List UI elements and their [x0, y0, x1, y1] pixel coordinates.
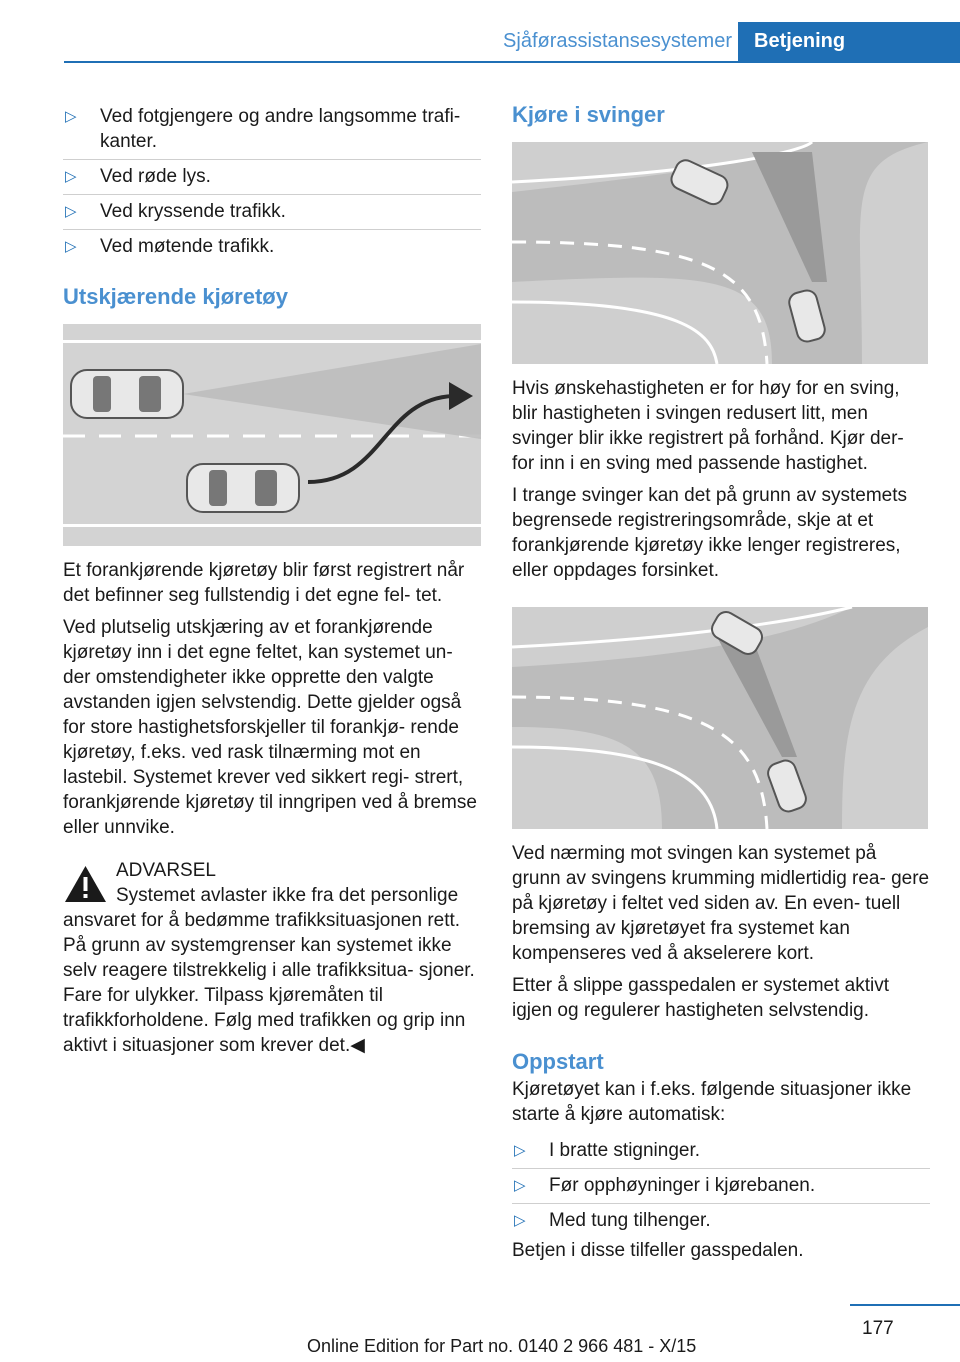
list-item: ▷ Ved røde lys.	[63, 160, 481, 195]
page-number: 177	[862, 1318, 894, 1339]
paragraph: Ved plutselig utskjæring av et forankjørende kjøretøy inn i det egne feltet, kan systemet un- der omstendigheter ikke opprette den valgte avstanden igjen selvstendig. Dette gjelder også for store hastighetsforskjeller til forankjø- rende kjøretøy, f.eks. ved rask tilnærming mot en lastebil. Systemet krever ved sikkert regi- strert, forankjørende kjøretøy til inngripen ved å bremse eller unnvike.	[63, 617, 477, 838]
curve-illustration-2	[512, 607, 928, 829]
triangle-bullet-icon: ▷	[65, 108, 77, 125]
header-chapter-tab: Betjening	[738, 22, 960, 63]
triangle-bullet-icon: ▷	[65, 238, 77, 255]
footer-rule	[850, 1304, 960, 1306]
cut-in-vehicle-illustration	[63, 324, 481, 546]
paragraph: Etter å slippe gasspedalen er systemet aktivt igjen og regulerer hastigheten selvstendig.	[512, 975, 890, 1021]
list-item: ▷ Før opphøyninger i kjørebanen.	[512, 1169, 930, 1204]
paragraph: I trange svinger kan det på grunn av systemets begrensede registreringsområde, skje at et forankjørende kjøretøy ikke lenger registreres, eller oppdages forsinket.	[512, 485, 907, 581]
list-item: ▷ Ved fotgjengere og andre langsomme trafi- kanter.	[63, 100, 481, 160]
right-column	[512, 100, 930, 1270]
list-item: ▷ Med tung tilhenger.	[514, 1210, 711, 1231]
section-heading-cut-in: Utskjærende kjøretøy	[63, 284, 288, 309]
left-column	[63, 100, 481, 1065]
paragraph: Kjøretøyet kan i f.eks. følgende situasjoner ikke starte å kjøre automatisk:	[512, 1079, 912, 1125]
edition-footer: Online Edition for Part no. 0140 2 966 481 - X/15	[307, 1336, 697, 1356]
cut-in-car-icon	[187, 464, 299, 512]
triangle-bullet-icon: ▷	[514, 1177, 526, 1194]
curve-illustration-1	[512, 142, 928, 364]
header-section-title: Sjåførassistansesystemer	[503, 30, 732, 52]
list-item: ▷ Ved møtende trafikk.	[65, 236, 275, 257]
paragraph: Hvis ønskehastigheten er for høy for en sving, blir hastigheten i svingen redusert litt, men svinger blir ikke registrert på forhånd. Kjør der- for inn i en sving med passende hastighet.	[512, 378, 904, 474]
triangle-bullet-icon: ▷	[65, 168, 77, 185]
warning-text: Systemet avlaster ikke fra det personlige ansvaret for å bedømme trafikksituasjonen rett. På grunn av systemgrenser kan systemet ikke selv reagere tilstrekkelig i alle trafikksitua- sjoner. Fare for ulykker. Tilpass kjøremåten til trafikkforholdene. Følg med trafikken og grip inn aktivt i situasjoner som krever det.◀	[63, 885, 475, 1056]
warning-triangle-icon	[63, 864, 108, 904]
triangle-bullet-icon: ▷	[514, 1212, 526, 1229]
triangle-bullet-icon: ▷	[514, 1142, 526, 1159]
triangle-bullet-icon: ▷	[65, 203, 77, 220]
paragraph: Et forankjørende kjøretøy blir først registrert når det befinner seg fullstendig i det egne fel- tet.	[63, 560, 465, 606]
list-item: ▷ I bratte stigninger.	[512, 1134, 930, 1169]
warning-title: ADVARSEL	[116, 860, 216, 881]
section-heading-curves: Kjøre i svinger	[512, 102, 665, 127]
paragraph: Betjen i disse tilfeller gasspedalen.	[512, 1240, 804, 1261]
paragraph: Ved nærming mot svingen kan systemet på grunn av svingens krumming midlertidig rea- gere på kjøretøy i feltet ved siden av. En even- tuell bremsing av kjøretøyet fra systemet kan kompenseres ved å akselerere kort.	[512, 843, 930, 964]
car-ahead-icon	[71, 370, 183, 418]
warning-block	[63, 858, 481, 1058]
section-heading-startup: Oppstart	[512, 1049, 604, 1074]
header-rule	[64, 61, 738, 63]
list-item: ▷ Ved kryssende trafikk.	[63, 195, 481, 230]
